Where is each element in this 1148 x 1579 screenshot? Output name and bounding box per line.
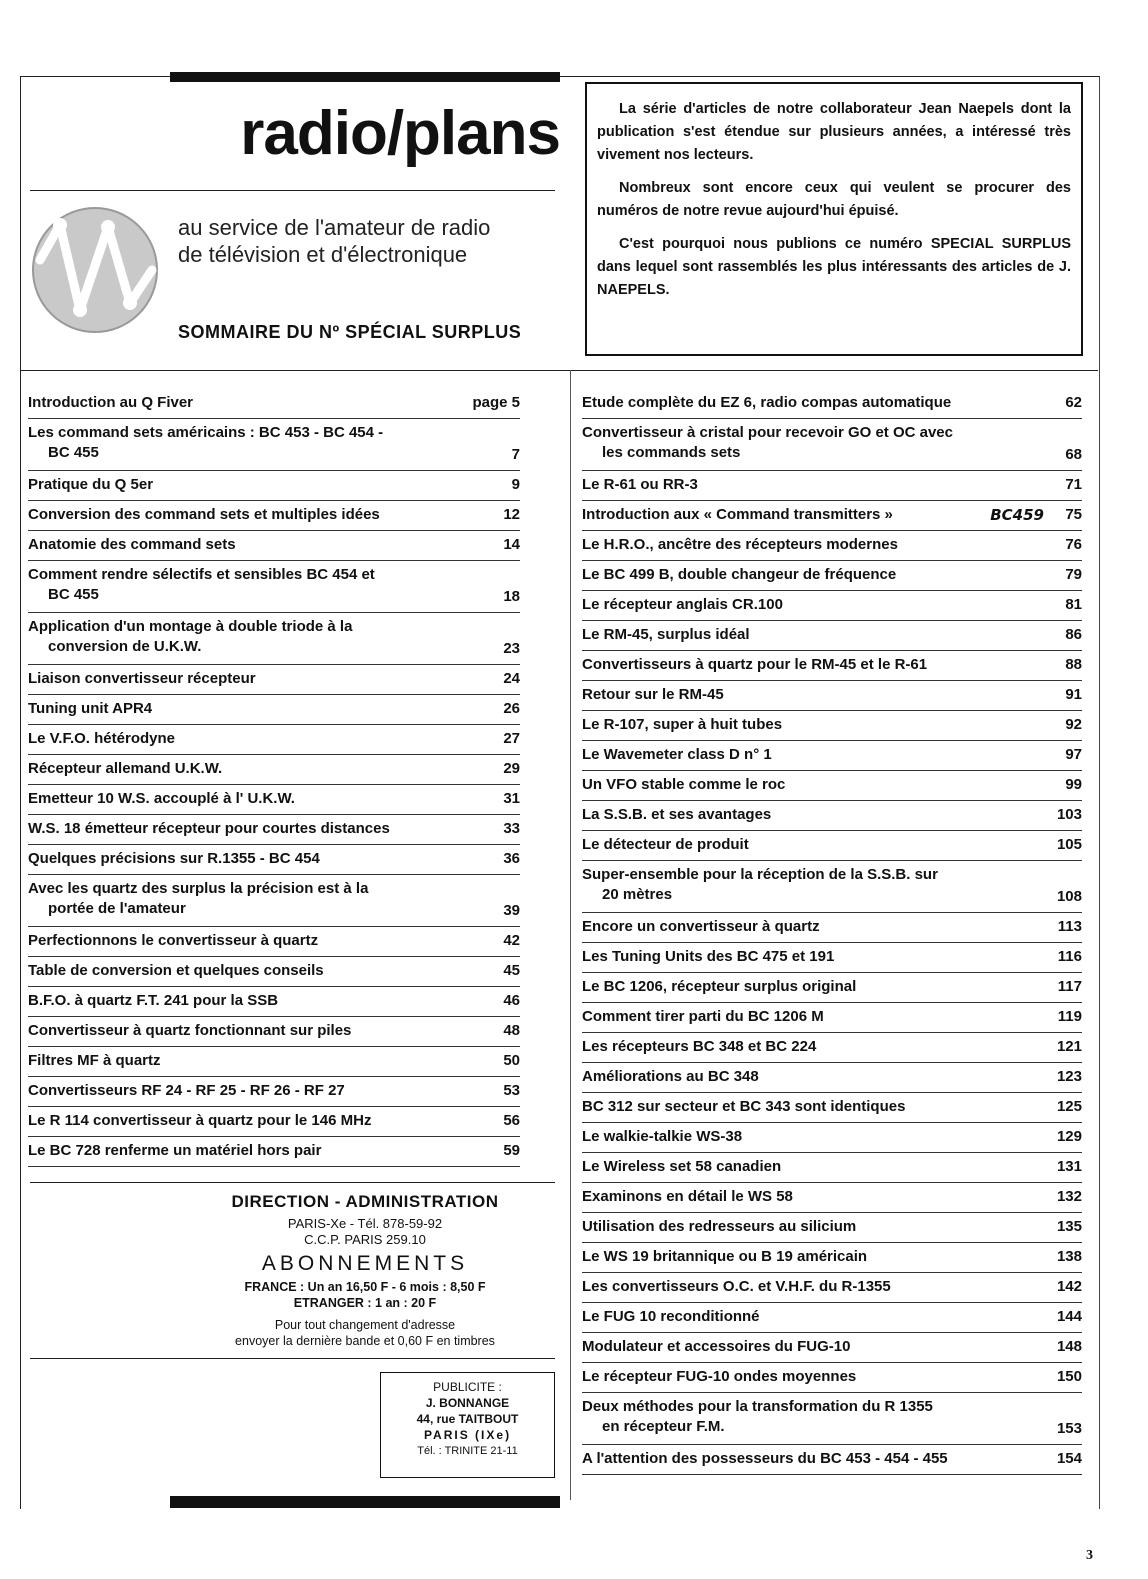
toc-entry <box>582 655 1082 675</box>
toc-page: 131 <box>1056 1158 1082 1175</box>
toc-entry <box>28 535 520 555</box>
toc-separator <box>582 800 1082 801</box>
toc-entry <box>28 1111 520 1131</box>
toc-page: 103 <box>1056 806 1082 823</box>
toc-title: Filtres MF à quartz <box>28 1052 161 1069</box>
toc-separator <box>28 986 520 987</box>
toc-entry <box>28 617 520 659</box>
toc-entry <box>582 685 1082 705</box>
toc-separator <box>28 1076 520 1077</box>
toc-separator <box>582 710 1082 711</box>
toc-title: Liaison convertisseur récepteur <box>28 670 256 687</box>
toc-title: Un VFO stable comme le roc <box>582 776 786 793</box>
toc-page: 108 <box>1056 888 1082 905</box>
toc-entry <box>28 699 520 719</box>
toc-entry <box>28 1141 520 1161</box>
toc-page: 138 <box>1056 1248 1082 1265</box>
toc-title: Emetteur 10 W.S. accouplé à l' U.K.W. <box>28 790 295 807</box>
toc-title: Avec les quartz des surplus la précision est à la <box>28 880 369 897</box>
toc-page: 50 <box>503 1052 520 1069</box>
toc-separator <box>582 972 1082 973</box>
toc-separator <box>582 1152 1082 1153</box>
toc-page: 29 <box>503 760 520 777</box>
toc-page: 79 <box>1065 566 1082 583</box>
toc-entry <box>582 1127 1082 1147</box>
intro-paragraph: La série d'articles de notre collaborateur Jean Naepels dont la publication s'est étendue sur plusieurs années, a intéressé très vivement nos lecteurs. <box>597 101 1071 163</box>
toc-entry <box>582 977 1082 997</box>
toc-page: 7 <box>511 446 520 463</box>
toc-entry <box>582 1007 1082 1027</box>
toc-title: Les command sets américains : BC 453 - BC 454 - <box>28 424 384 441</box>
toc-entry <box>582 535 1082 555</box>
toc-page: 148 <box>1056 1338 1082 1355</box>
toc-entry <box>582 947 1082 967</box>
toc-entry <box>28 393 520 413</box>
toc-page: 121 <box>1056 1038 1082 1055</box>
toc-title: Comment tirer parti du BC 1206 M <box>582 1008 824 1025</box>
toc-page: 71 <box>1065 476 1082 493</box>
toc-title-continued: BC 455 <box>48 444 99 461</box>
toc-entry <box>582 1397 1082 1439</box>
toc-separator <box>28 1016 520 1017</box>
toc-separator <box>582 680 1082 681</box>
subtitle <box>178 214 490 268</box>
toc-separator <box>28 844 520 845</box>
toc-page: page 5 <box>472 394 520 411</box>
toc-page: 26 <box>503 700 520 717</box>
toc-title: Modulateur et accessoires du FUG-10 <box>582 1338 851 1355</box>
toc-title: Le WS 19 britannique ou B 19 américain <box>582 1248 868 1265</box>
toc-title: A l'attention des possesseurs du BC 453 - 454 - 455 <box>582 1450 948 1467</box>
toc-page: 116 <box>1057 948 1082 965</box>
toc-entry <box>28 931 520 951</box>
toc-title: Application d'un montage à double triode à la <box>28 618 353 635</box>
toc-title: Le Wavemeter class D n° 1 <box>582 746 772 763</box>
toc-page: 86 <box>1065 626 1082 643</box>
toc-title: Le RM-45, surplus idéal <box>582 626 750 643</box>
toc-separator <box>28 694 520 695</box>
toc-page: 68 <box>1065 446 1082 463</box>
toc-page: 23 <box>503 640 520 657</box>
admin-note: Pour tout changement d'adresse <box>274 1318 456 1332</box>
toc-page: 154 <box>1056 1450 1082 1467</box>
toc-page: 48 <box>503 1022 520 1039</box>
publicite-box <box>380 1372 555 1478</box>
toc-separator <box>28 724 520 725</box>
toc-separator <box>582 1002 1082 1003</box>
toc-page: 117 <box>1057 978 1082 995</box>
abonnement-france: FRANCE : Un an 16,50 F - 6 mois : 8,50 F <box>244 1280 486 1294</box>
pub-city: PARIS (IXe) <box>423 1428 512 1442</box>
toc-separator <box>582 1392 1082 1393</box>
toc-entry <box>28 1081 520 1101</box>
abonnements-heading: ABONNEMENTS <box>261 1252 469 1275</box>
toc-title-continued: portée de l'amateur <box>48 900 186 917</box>
toc-page: 27 <box>503 730 520 747</box>
toc-title: Examinons en détail le WS 58 <box>582 1188 793 1205</box>
toc-separator <box>582 470 1082 471</box>
toc-page: 144 <box>1056 1308 1082 1325</box>
toc-entry <box>582 1097 1082 1117</box>
bottom-black-bar <box>170 1496 560 1508</box>
toc-title: W.S. 18 émetteur récepteur pour courtes distances <box>28 820 390 837</box>
toc-page: 99 <box>1065 776 1082 793</box>
toc-title: B.F.O. à quartz F.T. 241 pour la SSB <box>28 992 279 1009</box>
toc-separator <box>28 612 520 613</box>
toc-separator <box>28 530 520 531</box>
toc-page: 9 <box>511 476 520 493</box>
toc-page: 18 <box>503 588 520 605</box>
toc-title: Le BC 728 renferme un matériel hors pair <box>28 1142 322 1159</box>
toc-entry <box>28 669 520 689</box>
toc-page: 153 <box>1056 1420 1082 1437</box>
magazine-title: radio/plans <box>240 99 560 168</box>
admin-line: C.C.P. PARIS 259.10 <box>304 1232 426 1247</box>
toc-entry <box>28 475 520 495</box>
toc-entry <box>28 729 520 749</box>
toc-separator <box>582 1032 1082 1033</box>
toc-title: Comment rendre sélectifs et sensibles BC 454 et <box>28 566 375 583</box>
toc-separator <box>28 560 520 561</box>
toc-entry <box>582 1187 1082 1207</box>
pub-tel: Tél. : TRINITE 21-11 <box>417 1445 518 1457</box>
toc-separator <box>582 1212 1082 1213</box>
toc-title-continued: 20 mètres <box>602 886 673 903</box>
toc-entry <box>582 1277 1082 1297</box>
toc-entry <box>582 775 1082 795</box>
toc-separator <box>582 830 1082 831</box>
toc-page: 56 <box>503 1112 520 1129</box>
toc-entry <box>582 1367 1082 1387</box>
toc-entry <box>582 393 1082 413</box>
toc-separator <box>28 874 520 875</box>
toc-title: Anatomie des command sets <box>28 536 236 553</box>
toc-title: Le R-61 ou RR-3 <box>582 476 698 493</box>
toc-separator <box>582 500 1082 501</box>
toc-page: 14 <box>503 536 520 553</box>
toc-page: 31 <box>503 790 520 807</box>
toc-separator <box>582 1362 1082 1363</box>
toc-separator <box>582 860 1082 861</box>
page-number: 3 <box>1086 1548 1093 1563</box>
toc-separator <box>582 1302 1082 1303</box>
toc-title: Table de conversion et quelques conseils <box>28 962 324 979</box>
toc-page: 150 <box>1056 1368 1082 1385</box>
toc-entry <box>28 819 520 839</box>
toc-page: 62 <box>1065 394 1082 411</box>
sommaire-heading: SOMMAIRE DU Nº SPÉCIAL SURPLUS <box>178 322 522 342</box>
toc-separator <box>582 1332 1082 1333</box>
toc-separator <box>28 470 520 471</box>
toc-entry <box>582 505 1082 525</box>
toc-separator <box>582 560 1082 561</box>
toc-page: 46 <box>503 992 520 1009</box>
toc-title: Le récepteur FUG-10 ondes moyennes <box>582 1368 857 1385</box>
toc-separator <box>582 1474 1082 1475</box>
toc-title: Le walkie-talkie WS-38 <box>582 1128 743 1145</box>
toc-title: Etude complète du EZ 6, radio compas automatique <box>582 394 952 411</box>
toc-separator <box>582 1062 1082 1063</box>
toc-entry <box>582 475 1082 495</box>
toc-entry <box>582 865 1082 907</box>
toc-page: 81 <box>1065 596 1082 613</box>
toc-title: Le FUG 10 reconditionné <box>582 1308 760 1325</box>
toc-separator <box>28 814 520 815</box>
toc-page: 39 <box>503 902 520 919</box>
toc-entry <box>28 991 520 1011</box>
toc-separator <box>582 912 1082 913</box>
toc-title: Les récepteurs BC 348 et BC 224 <box>582 1038 817 1055</box>
toc-page: 76 <box>1065 536 1082 553</box>
toc-title: Convertisseur à cristal pour recevoir GO et OC avec <box>582 424 953 441</box>
toc-title-continued: les commands sets <box>602 444 741 461</box>
toc-page: 42 <box>503 932 520 949</box>
toc-page: 97 <box>1065 746 1082 763</box>
admin-heading: DIRECTION - ADMINISTRATION <box>231 1192 499 1211</box>
toc-entry <box>582 1337 1082 1357</box>
toc-page: 88 <box>1065 656 1082 673</box>
toc-page: 53 <box>503 1082 520 1099</box>
toc-page: 75 <box>1065 506 1082 523</box>
toc-title: Le BC 499 B, double changeur de fréquence <box>582 566 897 583</box>
toc-separator <box>28 926 520 927</box>
toc-title: Convertisseur à quartz fonctionnant sur piles <box>28 1022 352 1039</box>
toc-page: 129 <box>1056 1128 1082 1145</box>
toc-title: Le Wireless set 58 canadien <box>582 1158 782 1175</box>
toc-entry <box>582 1217 1082 1237</box>
toc-title-continued: BC 455 <box>48 586 99 603</box>
toc-separator <box>582 650 1082 651</box>
toc-entry <box>582 1247 1082 1267</box>
toc-title: BC 312 sur secteur et BC 343 sont identiques <box>582 1098 906 1115</box>
toc-page: 91 <box>1065 686 1082 703</box>
toc-entry <box>582 1037 1082 1057</box>
toc-entry <box>28 879 520 921</box>
toc-separator <box>28 1046 520 1047</box>
divider <box>30 1182 555 1183</box>
toc-title: Quelques précisions sur R.1355 - BC 454 <box>28 850 320 867</box>
toc-separator <box>582 1182 1082 1183</box>
toc-separator <box>582 770 1082 771</box>
toc-page: 135 <box>1056 1218 1082 1235</box>
toc-entry <box>582 595 1082 615</box>
toc-entry <box>28 1021 520 1041</box>
toc-title: Deux méthodes pour la transformation du R 1355 <box>582 1398 933 1415</box>
intro-paragraph: C'est pourquoi nous publions ce numéro SPECIAL SURPLUS dans lequel sont rassemblés les plus intéressants des articles de J. NAEPELS. <box>597 236 1071 298</box>
toc-separator <box>28 1136 520 1137</box>
toc-separator <box>28 1106 520 1107</box>
logo-icon <box>30 205 160 335</box>
toc-title: Les Tuning Units des BC 475 et 191 <box>582 948 835 965</box>
toc-entry <box>28 789 520 809</box>
toc-title: Encore un convertisseur à quartz <box>582 918 820 935</box>
toc-title-continued: conversion de U.K.W. <box>48 638 202 655</box>
toc-page: 119 <box>1057 1008 1082 1025</box>
toc-title: Utilisation des redresseurs au silicium <box>582 1218 857 1235</box>
top-black-bar <box>170 72 560 82</box>
toc-entry <box>28 1051 520 1071</box>
toc-entry <box>582 1067 1082 1087</box>
toc-separator <box>28 956 520 957</box>
toc-title: La S.S.B. et ses avantages <box>582 806 772 823</box>
toc-separator <box>582 1122 1082 1123</box>
toc-title: Le détecteur de produit <box>582 836 749 853</box>
toc-page: 92 <box>1065 716 1082 733</box>
toc-title: Tuning unit APR4 <box>28 700 153 717</box>
toc-entry <box>582 565 1082 585</box>
toc-page: 142 <box>1056 1278 1082 1295</box>
toc-title-continued: en récepteur F.M. <box>602 1418 725 1435</box>
toc-separator <box>582 620 1082 621</box>
toc-title: Améliorations au BC 348 <box>582 1068 759 1085</box>
toc-entry <box>582 835 1082 855</box>
toc-title: Le V.F.O. hétérodyne <box>28 730 175 747</box>
toc-separator <box>28 418 520 419</box>
subtitle-line-1: au service de l'amateur de radio <box>178 215 491 240</box>
toc-entry <box>582 917 1082 937</box>
toc-separator <box>582 530 1082 531</box>
toc-page: 59 <box>503 1142 520 1159</box>
toc-page: 113 <box>1057 918 1082 935</box>
toc-title: Le H.R.O., ancêtre des récepteurs modernes <box>582 536 898 553</box>
left-toc <box>28 393 520 1173</box>
toc-title: Introduction aux « Command transmitters » <box>582 506 893 523</box>
toc-title: Pratique du Q 5er <box>28 476 154 493</box>
toc-separator <box>28 1166 520 1167</box>
toc-entry <box>28 505 520 525</box>
handwritten-note: BC459 <box>990 506 1044 524</box>
toc-separator <box>582 1272 1082 1273</box>
toc-separator <box>28 784 520 785</box>
toc-title: Perfectionnons le convertisseur à quartz <box>28 932 319 949</box>
toc-title: Le BC 1206, récepteur surplus original <box>582 978 857 995</box>
toc-entry <box>28 423 520 465</box>
toc-page: 105 <box>1056 836 1082 853</box>
toc-page: 24 <box>503 670 520 687</box>
toc-title: Retour sur le RM-45 <box>582 686 724 703</box>
toc-entry <box>582 625 1082 645</box>
toc-separator <box>582 1242 1082 1243</box>
toc-separator <box>582 942 1082 943</box>
abonnement-etranger: ETRANGER : 1 an : 20 F <box>293 1296 437 1310</box>
toc-title: Conversion des command sets et multiples idées <box>28 506 380 523</box>
toc-title: Le récepteur anglais CR.100 <box>582 596 783 613</box>
toc-title: Super-ensemble pour la réception de la S.S.B. sur <box>582 866 938 883</box>
pub-name: J. BONNANGE <box>425 1396 510 1410</box>
toc-entry <box>28 961 520 981</box>
column-divider <box>570 370 571 1500</box>
toc-page: 125 <box>1056 1098 1082 1115</box>
intro-box <box>585 82 1083 356</box>
toc-entry <box>582 745 1082 765</box>
toc-entry <box>582 1449 1082 1469</box>
toc-title: Le R-107, super à huit tubes <box>582 716 783 733</box>
right-toc <box>582 393 1082 1493</box>
toc-page: 12 <box>503 506 520 523</box>
toc-entry <box>582 423 1082 465</box>
pub-label: PUBLICITE : <box>433 1380 502 1394</box>
toc-entry <box>582 1307 1082 1327</box>
toc-title: Le R 114 convertisseur à quartz pour le 146 MHz <box>28 1112 372 1129</box>
toc-page: 36 <box>503 850 520 867</box>
toc-entry <box>28 849 520 869</box>
subtitle-line-2: de télévision et d'électronique <box>178 242 468 267</box>
toc-page: 123 <box>1056 1068 1082 1085</box>
divider <box>30 190 555 191</box>
toc-title: Convertisseurs RF 24 - RF 25 - RF 26 - RF 27 <box>28 1082 345 1099</box>
toc-page: 132 <box>1056 1188 1082 1205</box>
toc-separator <box>582 590 1082 591</box>
divider <box>30 1358 555 1359</box>
toc-title: Introduction au Q Fiver <box>28 394 194 411</box>
intro-paragraph: Nombreux sont encore ceux qui veulent se procurer des numéros de notre revue aujourd'hui épuisé. <box>597 180 1071 219</box>
toc-entry <box>28 565 520 607</box>
admin-line: PARIS-Xe - Tél. 878-59-92 <box>287 1216 443 1231</box>
toc-separator <box>582 1092 1082 1093</box>
toc-separator <box>28 664 520 665</box>
divider <box>20 370 1098 371</box>
toc-separator <box>28 500 520 501</box>
toc-title: Les convertisseurs O.C. et V.H.F. du R-1355 <box>582 1278 891 1295</box>
toc-title: Convertisseurs à quartz pour le RM-45 et le R-61 <box>582 656 928 673</box>
toc-entry <box>28 759 520 779</box>
admin-note: envoyer la dernière bande et 0,60 F en timbres <box>235 1334 495 1348</box>
toc-page: 33 <box>503 820 520 837</box>
toc-separator <box>582 1444 1082 1445</box>
toc-title: Récepteur allemand U.K.W. <box>28 760 223 777</box>
toc-entry <box>582 715 1082 735</box>
toc-separator <box>582 418 1082 419</box>
toc-page: 45 <box>503 962 520 979</box>
toc-entry <box>582 1157 1082 1177</box>
toc-entry <box>582 805 1082 825</box>
toc-separator <box>28 754 520 755</box>
toc-separator <box>582 740 1082 741</box>
pub-street: 44, rue TAITBOUT <box>416 1412 519 1426</box>
